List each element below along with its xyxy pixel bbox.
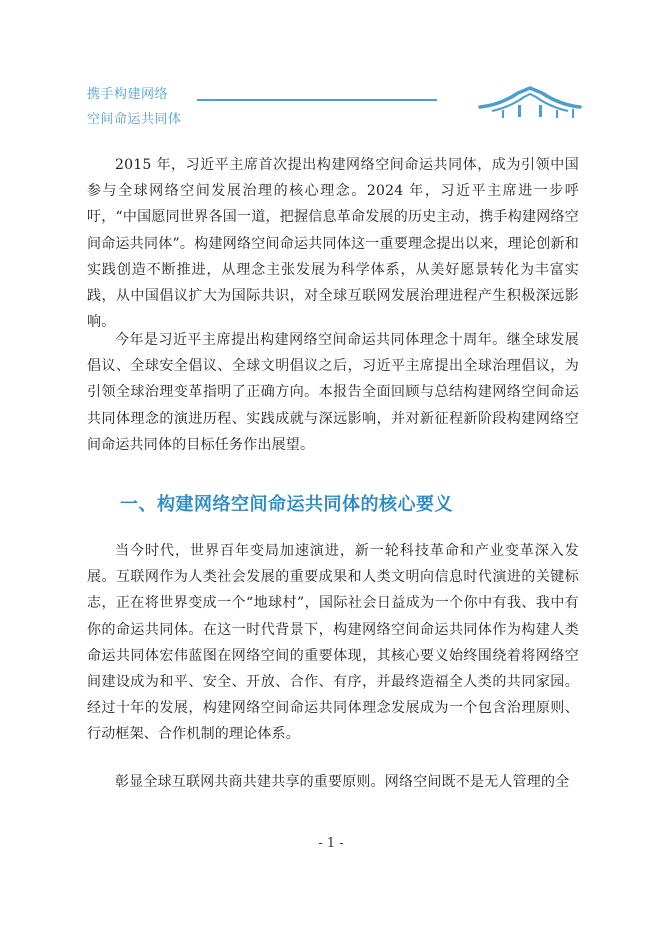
- header-title-line-2: 空间命运共同体: [87, 112, 182, 127]
- page-number: - 1 -: [318, 836, 344, 851]
- header-rule: [197, 99, 437, 101]
- paragraph-intro: 2015 年，习近平主席首次提出构建网络空间命运共同体，成为引领中国参与全球网络空间发展治理的核心理念。2024 年，习近平主席进一步呼吁，“中国愿同世界各国一道，把握信息革命发展的历史主动，携手构建网络空间命运共同体”。构建网络空间命运共同体这一重要理念提出以来，理论创新和实践创造不断推进，从理念主张发展为科学体系，从美好愿景转化为丰富实践，从中国倡议扩大为国际共识，对全球互联网发展治理进程产生积极深远影响。: [87, 157, 579, 331]
- section-heading: 一、构建网络空间命运共同体的核心要义: [120, 494, 453, 515]
- paragraph-anniversary: 今年是习近平主席提出构建网络空间命运共同体理念十周年。继全球发展倡议、全球安全倡议、全球文明倡议之后，习近平主席提出全球治理倡议，为引领全球治理变革指明了正确方向。本报告全面回顾与总结构建网络空间命运共同体理念的演进历程、实践成就与深远影响，并对新征程新阶段构建网络空间命运共同体的目标任务作出展望。: [87, 332, 579, 453]
- paragraph-principles: 彰显全球互联网共商共建共享的重要原则。网络空间既不是无人管理的全: [115, 774, 570, 790]
- paragraph-core-meaning: 当今时代，世界百年变局加速演进，新一轮科技革命和产业变革深入发展。互联网作为人类社会发展的重要成果和人类文明向信息时代演进的关键标志，正在将世界变成一个“地球村”，国际社会日益成为一个你中有我、我中有你的命运共同体。在这一时代背景下，构建网络空间命运共同体作为构建人类命运共同体宏伟蓝图在网络空间的重要体现，其核心要义始终围绕着将网络空间建设成为和平、安全、开放、合作、有序，并最终造福全人类的共同家园。经过十年的发展，构建网络空间命运共同体理念发展成为一个包含治理原则、行动框架、合作机制的理论体系。: [87, 543, 579, 743]
- pavilion-roof-icon: [478, 85, 582, 119]
- header-title-line-1: 携手构建网络: [87, 87, 169, 102]
